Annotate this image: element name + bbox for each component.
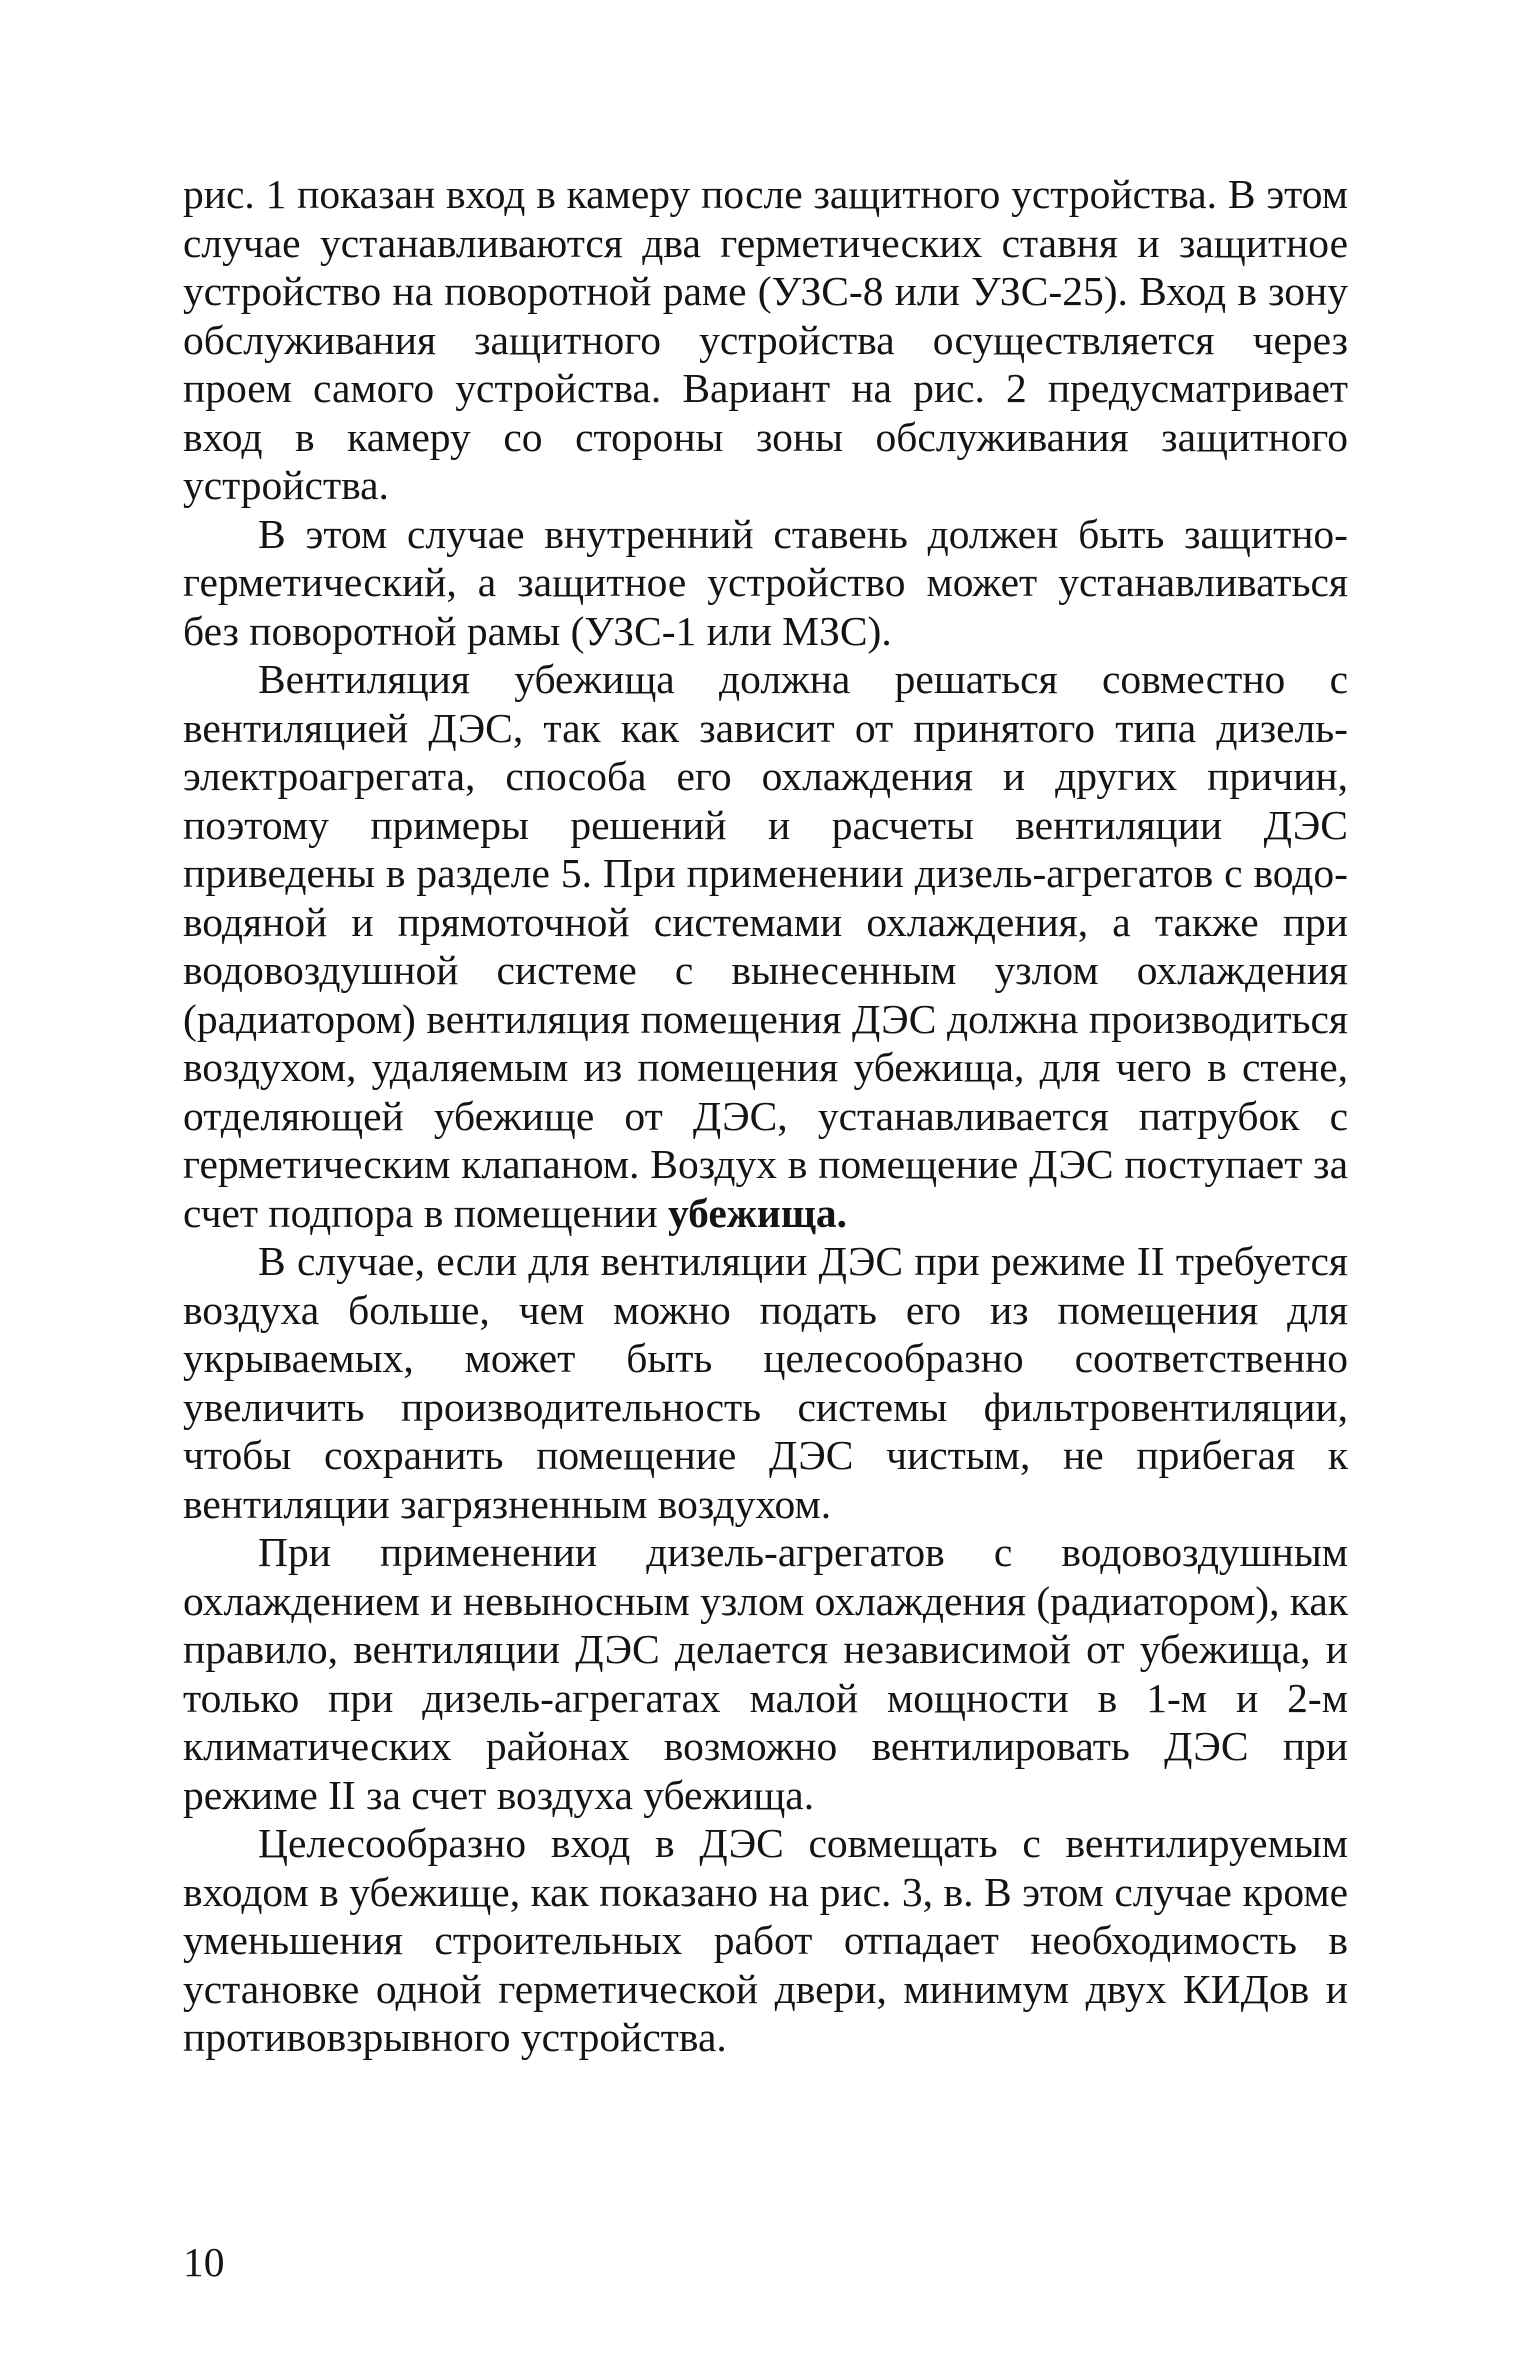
paragraph-3 [183,655,1348,1237]
paragraph-1: рис. 1 показан вход в камеру после защитного устройства. В этом случае устанавливаются два герметических ставня и защитное устройство на поворотной раме (УЗС-8 или УЗС-25). Вход в зону обслуживания защитного устройства осуществляется через проем самого устройства. Вариант на рис. 2 предусматривает вход в камеру со стороны зоны обслуживания защитного устройства. [183,171,1348,508]
page-number: 10 [183,2239,225,2285]
paragraph-2: В этом случае внутренний ставень должен быть защитно-герметический, а защитное устройство может устанавливаться без поворотной рамы (УЗС-1 или МЗС). [183,510,1348,654]
paragraph-5: При применении дизель-агрегатов с водовоздушным охлаждением и невыносным узлом охлаждения (радиатором), как правило, вентиляции ДЭС делается независимой от убежища, и только при дизель-агрегатах малой мощности в 1-м и 2-м климатических районах возможно вентилировать ДЭС при режиме II за счет воздуха убежища. [183,1529,1348,1818]
paragraph-3-bold-tail: убежища. [667,1189,847,1236]
paragraph-6: Целесообразно вход в ДЭС совмещать с вентилируемым входом в убежище, как показано на рис. 3, в. В этом случае кроме уменьшения строительных работ отпадает необходимость в установке одной герметической двери, минимум двух КИДов и противовзрывного устройства. [183,1820,1348,2060]
paragraph-4: В случае, если для вентиляции ДЭС при режиме II требуется воздуха больше, чем можно подать его из помещения для укрываемых, может быть целесообразно соответственно увеличить производительность системы фильтровентиляции, чтобы сохранить помещение ДЭС чистым, не прибегая к вентиляции загрязненным воздухом. [183,1238,1348,1527]
paragraph-3-text: Вентиляция убежища должна решаться совместно с вентиляцией ДЭС, так как зависит от принятого типа дизель-электроагрегата, способа его охлаждения и других причин, поэтому примеры решений и расчеты вентиляции ДЭС приведены в разделе 5. При применении дизель-агрегатов с водо-водяной и прямоточной системами охлаждения, а также при водовоздушной системе с вынесенным узлом охлаждения (радиатором) вентиляция помещения ДЭС должна производиться воздухом, удаляемым из помещения убежища, для чего в стене, отделяющей убежище от ДЭС, устанавливается патрубок с герметическим клапаном. Воздух в помещение ДЭС поступает за счет подпора в помещении [183,656,1348,1236]
document-page [183,170,1348,2062]
